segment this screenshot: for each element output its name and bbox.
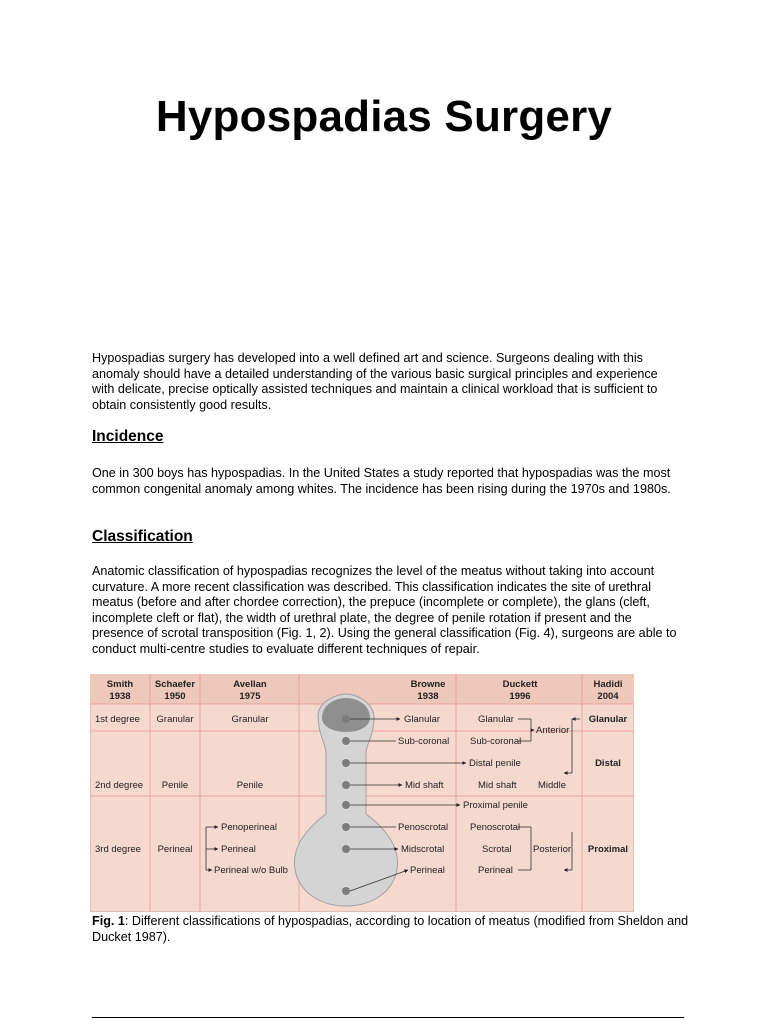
header-browne-year: 1938 — [417, 691, 439, 702]
avellan-granular: Granular — [231, 714, 269, 725]
meatus-dot — [342, 759, 350, 767]
duckett-sub-coronal: Sub-coronal — [470, 736, 522, 747]
hadidi-glanular: Glanular — [588, 714, 628, 725]
header-smith: Smith — [106, 679, 134, 690]
browne-glanular: Glanular — [404, 714, 440, 725]
header-duckett-year: 1996 — [509, 691, 531, 702]
schaefer-perineal: Perineal — [157, 844, 193, 855]
duckett-penoscrotal: Penoscrotal — [470, 822, 521, 833]
browne-midscrotal: Midscrotal — [401, 844, 445, 855]
browne-distal-penile: Distal penile — [469, 758, 521, 769]
duckett-perineal: Perineal — [478, 865, 513, 876]
meatus-dot — [342, 801, 350, 809]
figure-caption-text: : Different classifications of hypospadias, according to location of meatus (modified from Sheldon and Ducket 1987). — [92, 914, 689, 944]
meatus-dot — [342, 737, 350, 745]
header-schaefer: Schaefer — [154, 679, 196, 690]
duckett-mid-shaft: Mid shaft — [478, 780, 517, 791]
header-smith-year: 1938 — [109, 691, 131, 702]
incidence-heading: Incidence — [92, 428, 164, 445]
meatus-dot — [342, 887, 350, 895]
classification-paragraph: Anatomic classification of hypospadias recognizes the level of the meatus without taking into account curvature. A more recent classification was described. This classification indicates the site of urethral meatus (before and after chordee correction), the prepuce (incomplete or complete), the glans (cleft, incomplete cleft or flat), the width of urethral plate, the degree of penile rotation if present and the presence of scrotal transposition (Fig. 1, 2). Using the general classification (Fig. 4), surgeons are able to conduct multi-centre studies to evaluate different techniques of repair. — [92, 564, 677, 656]
duckett-scrotal: Scrotal — [482, 844, 512, 855]
smith-3rd-degree: 3rd degree — [95, 844, 141, 855]
meatus-dot — [342, 845, 350, 853]
meatus-dot — [342, 823, 350, 831]
meatus-dot — [342, 781, 350, 789]
intro-paragraph: Hypospadias surgery has developed into a well defined art and science. Surgeons dealing with this anomaly should have a detailed understanding of the various basic surgical principles and experience with delicate, precise optically assisted techniques and maintain a clinical workload that is sufficient to obtain consistently good results. — [92, 351, 658, 412]
browne-proximal-penile: Proximal penile — [463, 800, 528, 811]
avellan-penile: Penile — [236, 780, 264, 791]
classification-heading: Classification — [92, 528, 193, 545]
duckett-middle: Middle — [538, 780, 566, 791]
browne-perineal: Perineal — [410, 865, 445, 876]
browne-penoscrotal: Penoscrotal — [398, 822, 449, 833]
browne-sub-coronal: Sub-coronal — [398, 736, 450, 747]
hadidi-distal: Distal — [595, 758, 621, 769]
header-duckett: Duckett — [502, 679, 538, 690]
figure-caption — [92, 914, 692, 945]
header-browne: Browne — [410, 679, 446, 690]
smith-1st-degree: 1st degree — [95, 714, 140, 725]
classification-table — [90, 674, 634, 912]
header-hadidi-year: 2004 — [597, 691, 619, 702]
avellan-perineal-wo-bulb: Perineal w/o Bulb — [214, 865, 288, 876]
footer-divider — [92, 1017, 684, 1018]
header-avellan: Avellan — [233, 679, 267, 690]
header-schaefer-year: 1950 — [164, 691, 186, 702]
incidence-paragraph: One in 300 boys has hypospadias. In the United States a study reported that hypospadias was the most common congenital anomaly among whites. The incidence has been rising during the 1970s and 1980s. — [92, 466, 671, 496]
hadidi-proximal: Proximal — [587, 844, 629, 855]
avellan-penoperineal: Penoperineal — [221, 822, 277, 833]
classification-figure — [90, 674, 634, 912]
header-hadidi: Hadidi — [593, 679, 623, 690]
avellan-perineal: Perineal — [221, 844, 256, 855]
figure-caption-label: Fig. 1 — [92, 914, 125, 928]
meatus-dot — [342, 715, 350, 723]
schaefer-granular: Granular — [156, 714, 194, 725]
duckett-glanular: Glanular — [478, 714, 514, 725]
duckett-anterior: Anterior — [536, 725, 570, 736]
browne-mid-shaft: Mid shaft — [405, 780, 444, 791]
header-avellan-year: 1975 — [239, 691, 261, 702]
smith-2nd-degree: 2nd degree — [95, 780, 144, 791]
page-title: Hypospadias Surgery — [155, 92, 613, 141]
schaefer-penile: Penile — [161, 780, 189, 791]
duckett-posterior: Posterior — [533, 844, 572, 855]
